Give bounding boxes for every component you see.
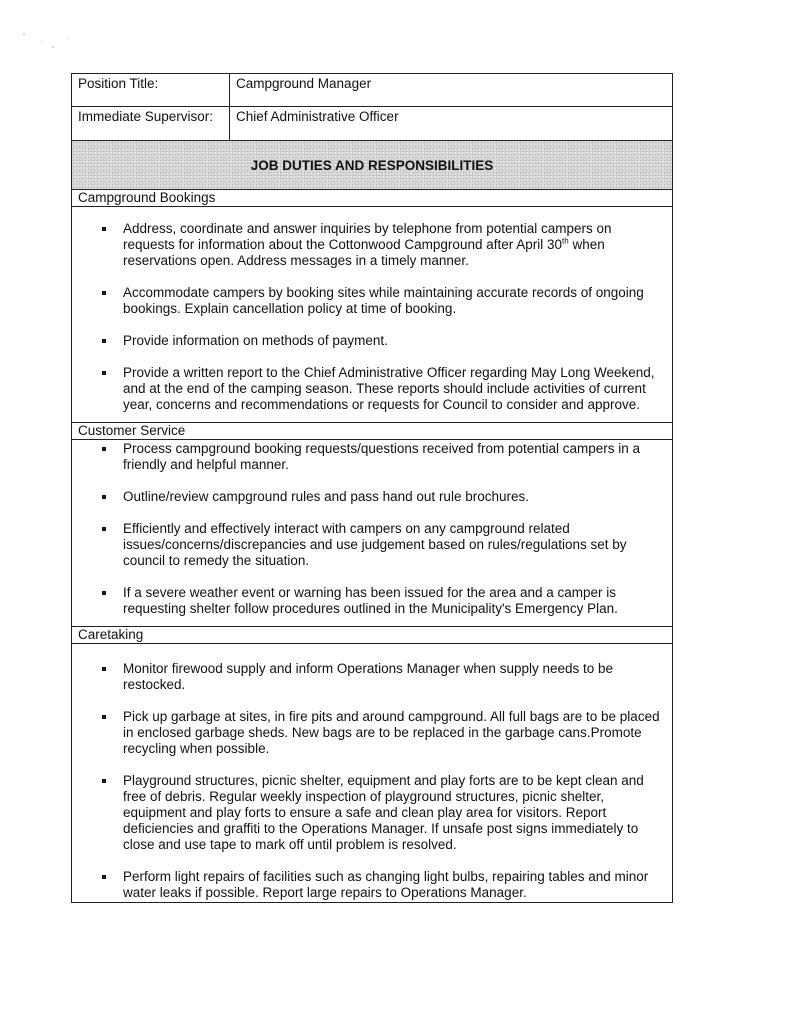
item-text: Address, coordinate and answer inquiries by telephone from potential campers on requests for information about the Cottonwood Campground after April 30th when reservations open. Address messages in a timely manner. <box>123 221 612 268</box>
item-text: Playground structures, picnic shelter, equipment and play forts are to be kept clean and free of debris. Regular weekly inspection of playground structures, picnic shelter, equipment and play forts to ensure a safe and clean play area for visitors. Report deficiencies and graffiti to the Operations Manager. If unsafe post signs immediately to close and use tape to mark off until problem is resolved. <box>123 773 644 852</box>
section-body-bookings <box>72 207 672 423</box>
section-body-caretaking <box>72 644 672 902</box>
supervisor-value: Chief Administrative Officer <box>236 109 399 124</box>
position-title-row <box>72 74 672 107</box>
list-item <box>72 773 672 853</box>
bullet-icon <box>102 339 106 343</box>
list-item <box>72 521 672 569</box>
bullet-icon <box>102 527 106 531</box>
section-body-customer-service <box>72 440 672 627</box>
bullet-icon <box>102 227 106 231</box>
bullet-icon <box>102 291 106 295</box>
position-title-label: Position Title: <box>72 74 230 106</box>
list-item <box>72 869 672 901</box>
item-text: Monitor firewood supply and inform Operations Manager when supply needs to be restocked. <box>123 661 614 692</box>
item-text: Provide information on methods of payment. <box>123 333 388 348</box>
item-text: Process campground booking requests/questions received from potential campers in a friendly and helpful manner. <box>123 441 641 472</box>
bullet-icon <box>102 875 106 879</box>
item-text: Provide a written report to the Chief Administrative Officer regarding May Long Weekend, and at the end of the camping season. These reports should include activities of current year, concerns and recommendations or requests for Council to consider and approve. <box>123 365 655 412</box>
item-text: If a severe weather event or warning has been issued for the area and a camper is requesting shelter follow procedures outlined in the Municipality's Emergency Plan. <box>123 585 618 616</box>
list-item <box>72 285 672 317</box>
bullet-icon <box>102 667 106 671</box>
list-item <box>72 709 672 757</box>
bullet-icon <box>102 715 106 719</box>
bullet-icon <box>102 591 106 595</box>
supervisor-row <box>72 107 672 141</box>
list-item <box>72 489 672 505</box>
item-text: Accommodate campers by booking sites while maintaining accurate records of ongoing bookings. Explain cancellation policy at time of booking. <box>123 285 644 316</box>
list-item <box>72 333 672 349</box>
section-title-caretaking: Caretaking <box>72 627 672 644</box>
list-item <box>72 661 672 693</box>
item-text: Efficiently and effectively interact with campers on any campground related issues/concerns/discrepancies and use judgement based on rules/regulations set by council to remedy the situation. <box>123 521 627 568</box>
supervisor-label: Immediate Supervisor: <box>72 107 230 140</box>
list-item <box>72 365 672 413</box>
section-title-customer-service: Customer Service <box>72 423 672 440</box>
list-item <box>72 441 672 473</box>
duties-banner: JOB DUTIES AND RESPONSIBILITIES <box>72 141 672 190</box>
position-title-value: Campground Manager <box>236 76 372 91</box>
bullet-icon <box>102 371 106 375</box>
bullet-icon <box>102 495 106 499</box>
scan-specks <box>20 30 80 60</box>
job-description-table <box>71 73 673 903</box>
bullet-icon <box>102 779 106 783</box>
list-item <box>72 585 672 617</box>
section-title-bookings: Campground Bookings <box>72 190 672 207</box>
list-item <box>72 221 672 269</box>
bullet-icon <box>102 447 106 451</box>
item-text: Perform light repairs of facilities such as changing light bulbs, repairing tables and minor water leaks if possible. Report large repairs to Operations Manager. <box>123 869 649 900</box>
item-text: Outline/review campground rules and pass hand out rule brochures. <box>123 489 529 504</box>
item-text: Pick up garbage at sites, in fire pits and around campground. All full bags are to be placed in enclosed garbage sheds. New bags are to be replaced in the garbage cans.Promote recycling when possible. <box>123 709 660 756</box>
